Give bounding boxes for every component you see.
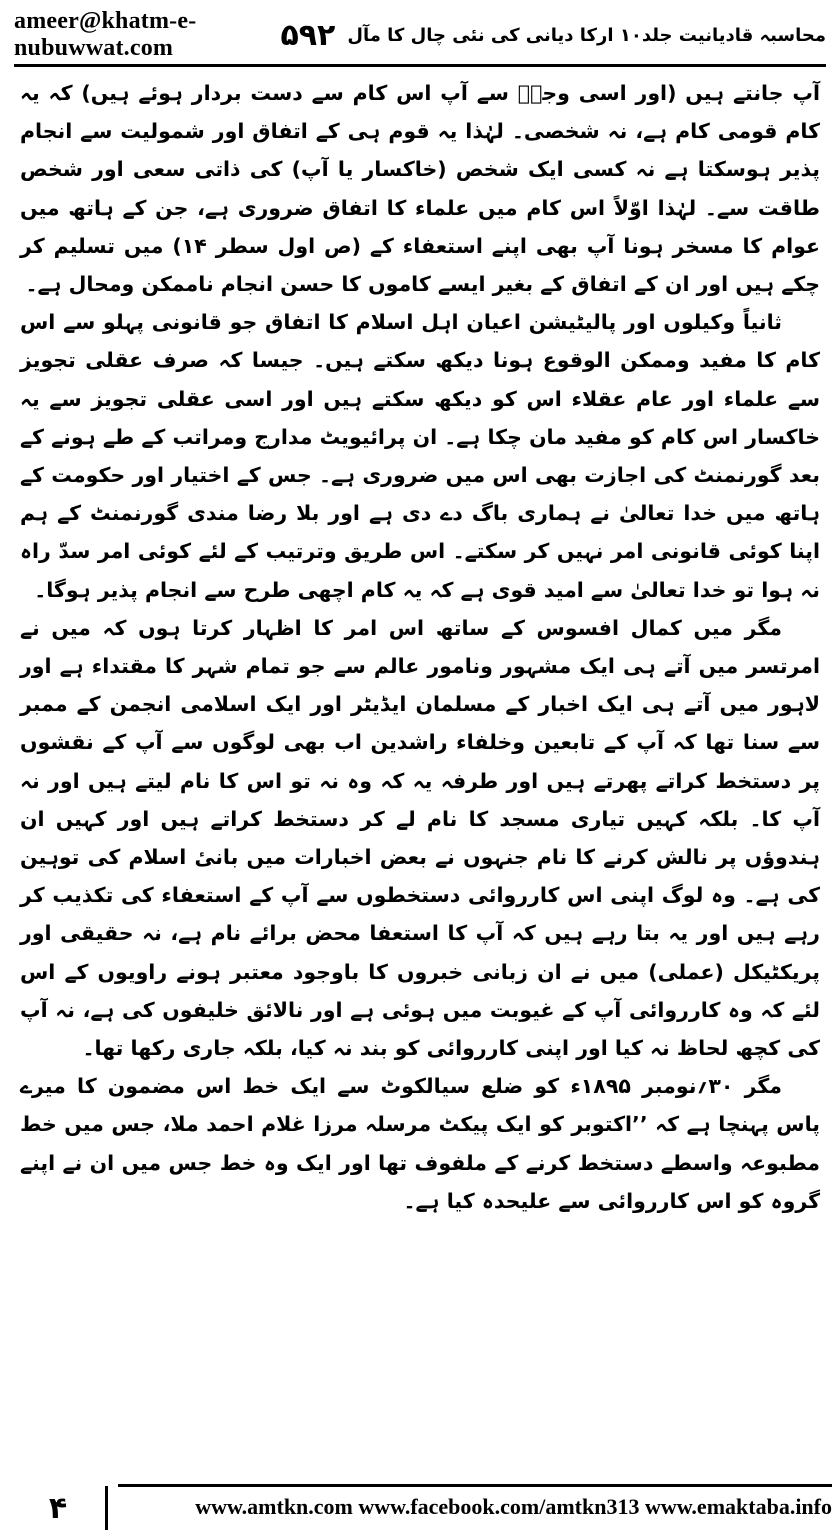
header-left [14, 8, 347, 62]
footer-websites: www.amtkn.com www.facebook.com/amtkn313 www.emaktaba.info [195, 1494, 832, 1519]
header-email: ameer@khatm-e-nubuwwat.com [14, 8, 197, 61]
page-footer [8, 1480, 832, 1532]
body-text [20, 74, 820, 1220]
header-page-number: ۵۹۲ [280, 17, 336, 53]
paragraph-3: مگر میں کمال افسوس کے ساتھ اس امر کا اظہار کرتا ہوں کہ میں نے امرتسر میں آتے ہی ایک مشہور ونامور عالم سے جو تمام شہر کا مقتداء ہے اور لاہور میں آتے ہی ایک اخبار کے مسلمان ایڈیٹر اور ایک اسلامی انجمن کے ممبر سے سنا تھا کہ آپ کے تابعین وخلفاء راشدین اب بھی لوگوں سے آپ کے نقشوں پر دستخط کراتے پھرتے ہیں اور طرفہ یہ کہ وہ نہ تو اس کا نام لیتے ہیں اور نہ آپ کا۔ بلکہ کہیں تیاری مسجد کا نام لے کر دستخط کراتے ہیں اور کہیں ان ہندوؤں پر نالش کرنے کا نام جنہوں نے بعض اخبارات میں بانیٔ اسلام کی توہین کی ہے۔ وہ لوگ اپنی اس کارروائی دستخطوں سے آپ کے استعفاء کی تکذیب کر رہے ہیں اور یہ بتا رہے ہیں کہ آپ کا استعفا محض برائے نام ہے، نہ حقیقی اور پریکٹیکل (عملی) میں نے ان زبانی خبروں کا باوجود معتبر ہونے راویوں کے اس لئے کہ وہ کارروائی آپ کے غیوبت میں ہوئی ہے اور نالائق خلیفوں کی ہے، نہ آپ کی کچھ لحاظ نہ کیا اور اپنی کارروائی کو بند نہ کیا، بلکہ جاری رکھا تھا۔ [20, 615, 820, 1061]
paragraph-2: ثانیاً وکیلوں اور پالیٹیشن اعیان اہل اسلام کا اتفاق جو قانونی پہلو سے اس کام کا مفید وممکن الوقوع ہونا دیکھ سکتے ہیں۔ جیسا کہ صرف عقلی تجویز سے علماء اور عام عقلاء اس کو دیکھ سکتے ہیں اور اسی عقلی تجویز سے یہ خاکسار اس کام کو مفید مان چکا ہے۔ ان پرائیویٹ مدارج ومراتب کے طے ہونے کے بعد گورنمنٹ کی اجازت بھی اس میں ضروری ہے۔ جس کے اختیار اور حکومت کے ہاتھ میں خدا تعالیٰ نے ہماری باگ دے دی ہے اور بلا رضا مندی گورنمنٹ کے ہم اپنا کوئی قانونی امر نہیں کر سکتے۔ اس طریق وترتیب کے لئے کوئی امر سدّ راہ نہ ہوا تو خدا تعالیٰ سے امید قوی ہے کہ یہ کام اچھی طرح سے انجام پذیر ہوگا۔ [20, 310, 820, 602]
header-rule [14, 64, 826, 67]
footer-page-label: ۴ [8, 1486, 108, 1530]
paragraph-1: آپ جانتے ہیں (اور اسی وجہؒ سے آپ اس کام سے دست بردار ہوئے ہیں) کہ یہ کام قومی کام ہے، نہ شخصی۔ لہٰذا یہ قوم ہی کے اتفاق اور شمولیت سے انجام پذیر ہوسکتا ہے نہ کسی ایک شخص (خاکسار یا آپ) کی ذاتی سعی اور شخص طاقت سے۔ لہٰذا اوّلاً اس کام میں علماء کا اتفاق ضروری ہے، جن کے ہاتھ میں عوام کا مسخر ہونا آپ بھی اپنے استعفاء کے (ص اول سطر ۱۴) میں تسلیم کر چکے ہیں اور ان کے اتفاق کے بغیر ایسے کاموں کا حسن انجام ناممکن ومحال ہے۔ [20, 81, 820, 297]
header-book-title: محاسبہ قادیانیت جلد۱۰ ارکا دیانی کی نئی چال کا مآل [347, 24, 826, 46]
paragraph-4: مگر ۳۰؍نومبر ۱۸۹۵ء کو ضلع سیالکوٹ سے ایک خط اس مضمون کا میرے پاس پہنچا ہے کہ ’’اکتوبر کو ایک پیکٹ مرسلہ مرزا غلام احمد ملا، جس میں خط مطبوعہ واسطے دستخط کرنے کے ملفوف تھا اور ایک وہ خط جس میں ان نے اپنے گروہ کو اس کارروائی سے علیحدہ کیا ہے۔ [20, 1074, 820, 1213]
page-header [14, 8, 826, 62]
footer-rule [118, 1484, 832, 1487]
